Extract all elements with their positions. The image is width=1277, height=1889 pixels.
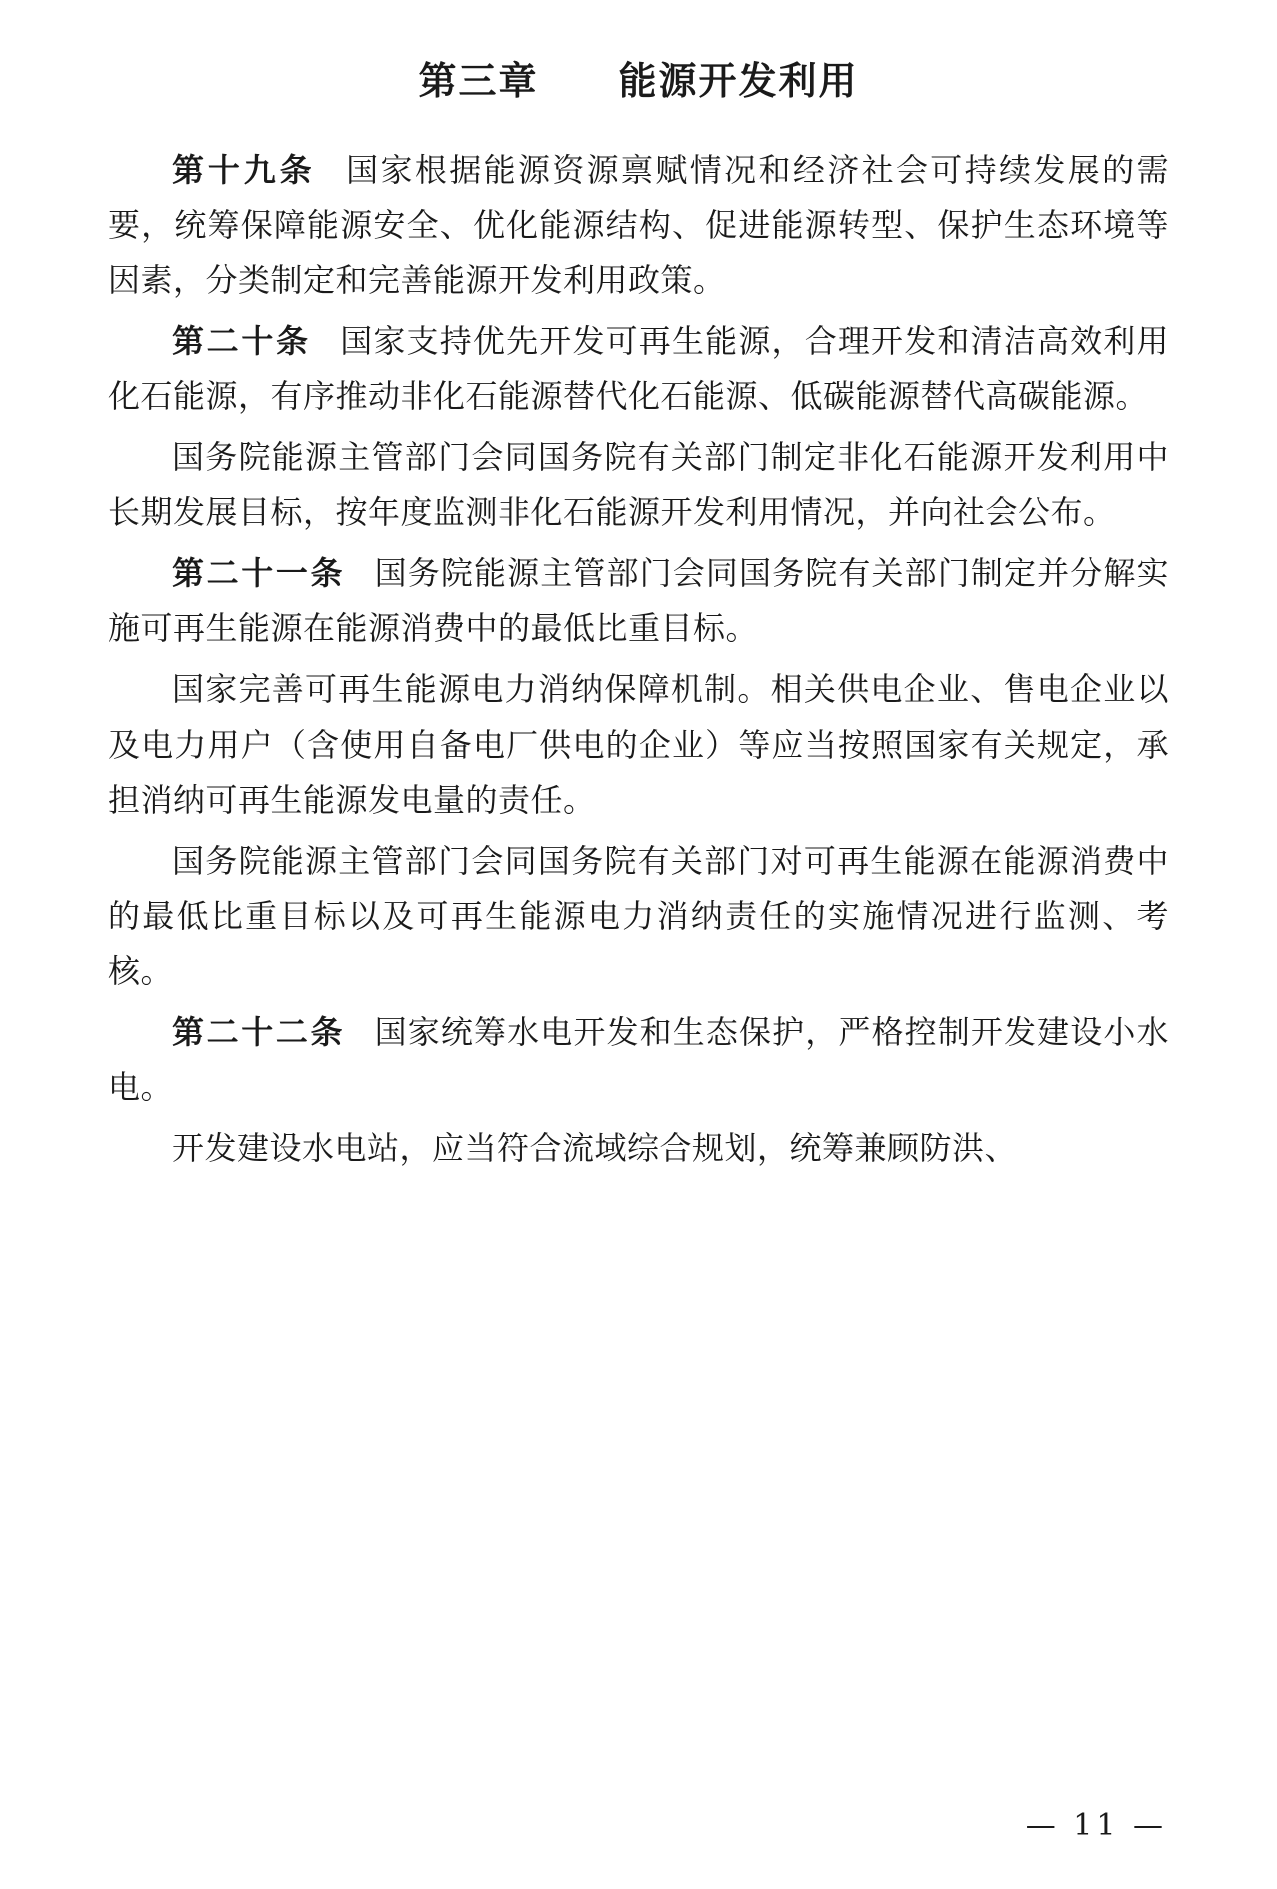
- body-paragraph: [108, 834, 1169, 999]
- chapter-title: 第三章 能源开发利用: [418, 58, 859, 103]
- article-label: 第十九条: [172, 151, 316, 190]
- article-label: 第二十条: [172, 322, 311, 361]
- article-paragraph: [108, 314, 1169, 424]
- article-text: 开发建设水电站，应当符合流域综合规划，统筹兼顾防洪、: [172, 1128, 1018, 1167]
- article-paragraph: [108, 143, 1169, 308]
- article-text: 国家统筹水电开发和生态保护，严格控制开发建设小水电。: [108, 1012, 1169, 1106]
- article-text: 国务院能源主管部门会同国务院有关部门对可再生能源在能源消费中的最低比重目标以及可再生能源电力消纳责任的实施情况进行监测、考核。: [108, 841, 1169, 990]
- body-paragraph: [108, 662, 1169, 827]
- article-label: 第二十一条: [172, 554, 346, 593]
- article-label: 第二十二条: [172, 1012, 346, 1051]
- article-text: 国务院能源主管部门会同国务院有关部门制定非化石能源开发利用中长期发展目标，按年度监测非化石能源开发利用情况，并向社会公布。: [108, 438, 1169, 532]
- page-number: — 11 —: [1025, 1808, 1167, 1843]
- body-paragraph: [108, 1121, 1169, 1176]
- article-text: 国务院能源主管部门会同国务院有关部门制定并分解实施可再生能源在能源消费中的最低比重目标。: [108, 554, 1169, 648]
- article-paragraph: [108, 546, 1169, 656]
- article-text: 国家完善可再生能源电力消纳保障机制。相关供电企业、售电企业以及电力用户（含使用自备电厂供电的企业）等应当按照国家有关规定，承担消纳可再生能源发电量的责任。: [108, 670, 1169, 819]
- body-paragraph: [108, 430, 1169, 540]
- article-text: 国家支持优先开发可再生能源，合理开发和清洁高效利用化石能源，有序推动非化石能源替代化石能源、低碳能源替代高碳能源。: [108, 322, 1169, 416]
- article-text: 国家根据能源资源禀赋情况和经济社会可持续发展的需要，统筹保障能源安全、优化能源结构、促进能源转型、保护生态环境等因素，分类制定和完善能源开发利用政策。: [108, 151, 1169, 300]
- article-paragraph: [108, 1005, 1169, 1115]
